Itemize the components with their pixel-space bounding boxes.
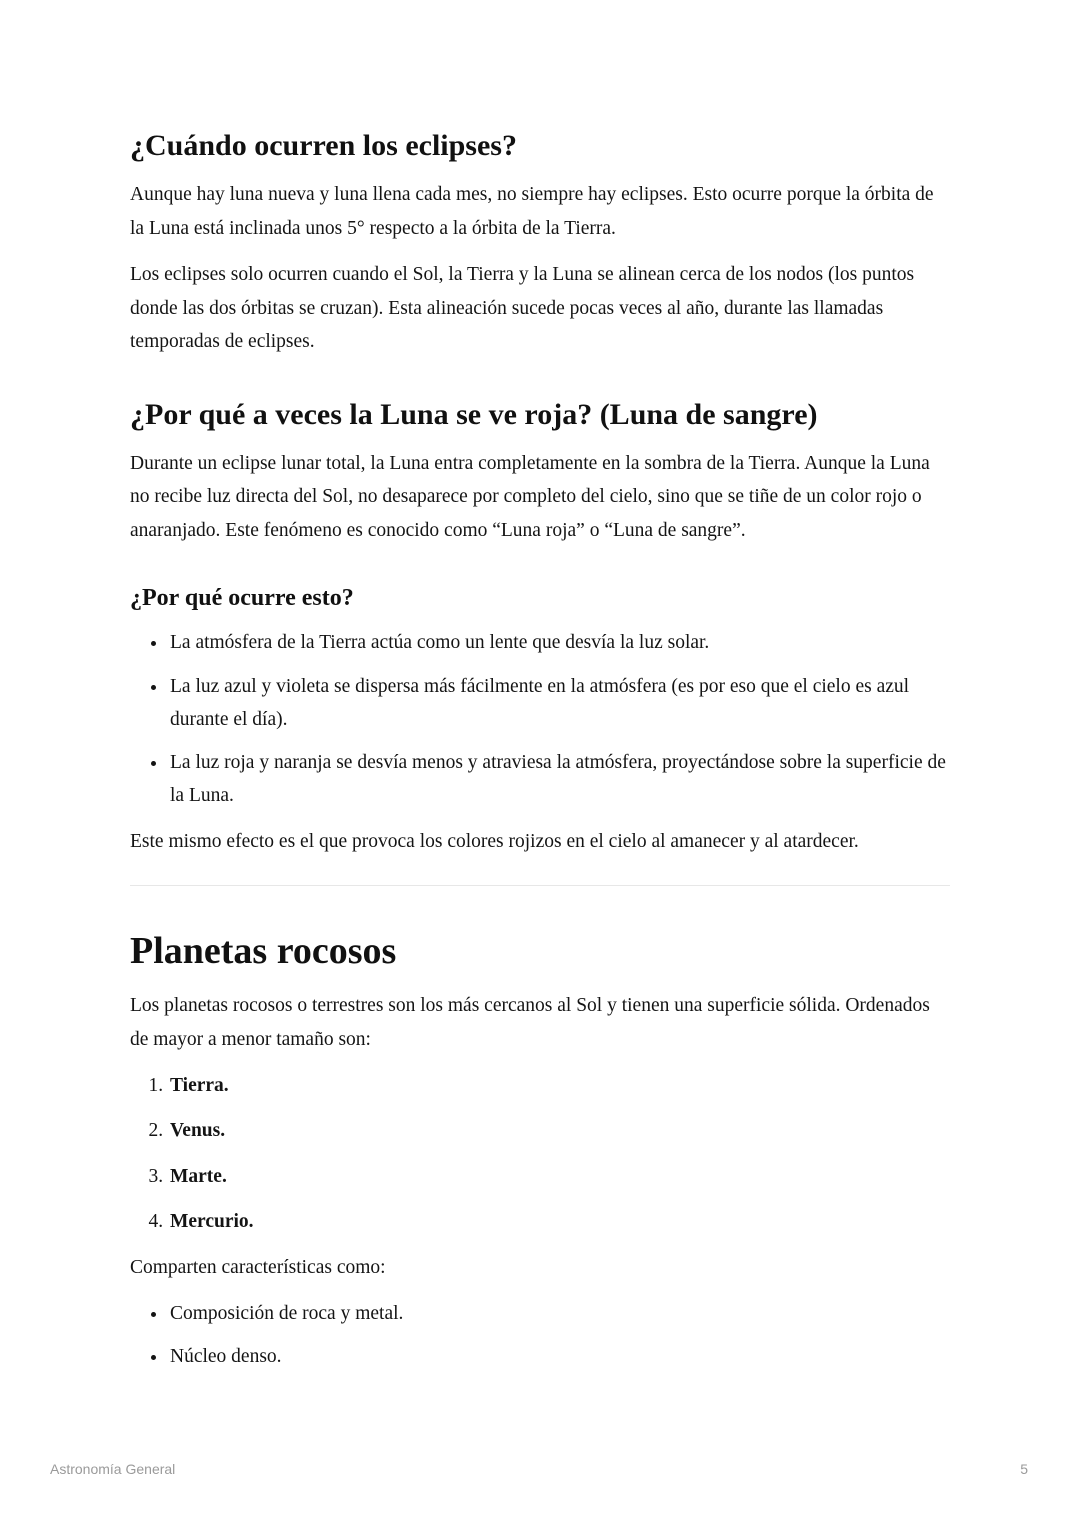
list-item: • La luz roja y naranja se desvía menos y atraviesa la atmósfera, proyectándose sobre la superficie de la Luna. xyxy=(168,746,950,812)
section-por-que-ocurre xyxy=(130,583,950,858)
numbered-list xyxy=(130,1069,950,1238)
paragraph: Aunque hay luna nueva y luna llena cada mes, no siempre hay eclipses. Esto ocurre porque la órbita de la Luna está inclinada unos 5° respecto a la órbita de la Tierra. xyxy=(130,184,934,239)
list-item xyxy=(168,1160,950,1193)
bullet-list xyxy=(130,1297,950,1373)
footer-document-title: Astronomía General xyxy=(50,1461,176,1477)
footer-page-number: 5 xyxy=(1020,1461,1028,1477)
bullet-list xyxy=(130,626,950,812)
planet-name: Mercurio. xyxy=(170,1210,254,1232)
section-eclipses-cuando xyxy=(130,126,950,359)
list-item: • Núcleo denso. xyxy=(168,1340,950,1373)
paragraph: Los planetas rocosos o terrestres son los más cercanos al Sol y tienen una superficie sólida. Ordenados de mayor a menor tamaño son: xyxy=(130,995,930,1050)
planet-name: Venus. xyxy=(170,1120,226,1142)
list-item: • La luz azul y violeta se dispersa más fácilmente en la atmósfera (es por eso que el cielo es azul durante el día). xyxy=(168,670,950,736)
section-heading: ¿Por qué a veces la Luna se ve roja? (Luna de sangre) xyxy=(130,397,818,431)
list-item xyxy=(168,1205,950,1238)
section-luna-roja xyxy=(130,395,950,548)
subsection-heading: ¿Por qué ocurre esto? xyxy=(130,585,354,612)
section-planetas-rocosos xyxy=(130,928,950,1374)
paragraph: Comparten características como: xyxy=(130,1256,386,1278)
planet-name: Marte. xyxy=(170,1165,227,1187)
page-title: Planetas rocosos xyxy=(130,929,397,972)
paragraph: Durante un eclipse lunar total, la Luna entra completamente en la sombra de la Tierra. Aunque la Luna no recibe luz directa del Sol, no desaparece por completo del cielo, sino que se tiñe de un color rojo o anaranjado. Este fenómeno es conocido como “Luna roja” o “Luna de sangre”. xyxy=(130,452,930,541)
list-item: • Composición de roca y metal. xyxy=(168,1297,950,1330)
planet-name: Tierra. xyxy=(170,1075,229,1097)
paragraph: Este mismo efecto es el que provoca los colores rojizos en el cielo al amanecer y al atardecer. xyxy=(130,831,859,853)
section-divider xyxy=(130,885,950,886)
paragraph: Los eclipses solo ocurren cuando el Sol, la Tierra y la Luna se alinean cerca de los nodos (los puntos donde las dos órbitas se cruzan). Esta alineación sucede pocas veces al año, durante las llamadas temporadas de eclipses. xyxy=(130,264,915,353)
section-heading: ¿Cuándo ocurren los eclipses? xyxy=(130,129,517,162)
list-item xyxy=(168,1114,950,1147)
page-footer xyxy=(50,1461,1028,1477)
list-item xyxy=(168,1069,950,1102)
list-item: • La atmósfera de la Tierra actúa como un lente que desvía la luz solar. xyxy=(168,626,950,659)
